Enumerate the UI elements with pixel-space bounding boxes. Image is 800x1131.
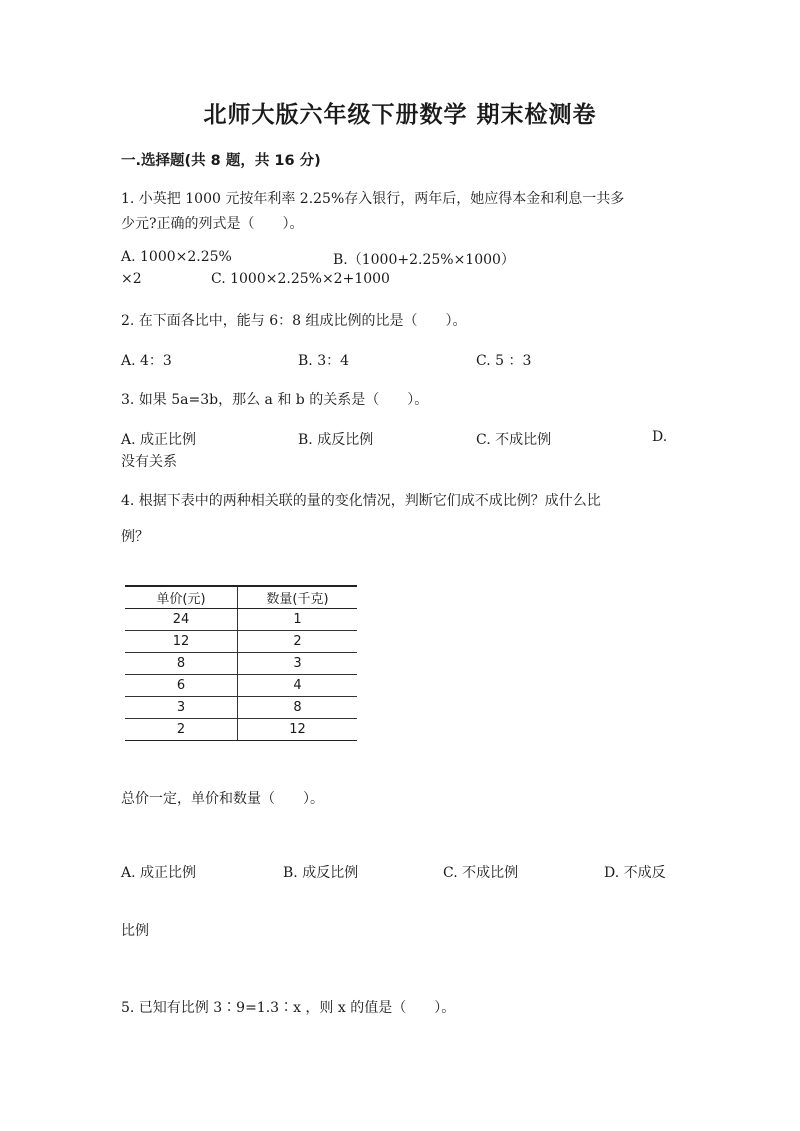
question-4-stem: 总价一定，单价和数量（ ）。	[121, 791, 324, 807]
header-quantity: 数量(千克)	[238, 586, 358, 609]
question-1-line-1: 1. 小英把 1000 元按年利率 2.25%存入银行，两年后，她应得本金和利息一共多	[121, 191, 625, 207]
question-4-line-1: 4. 根据下表中的两种相关联的量的变化情况，判断它们成不成比例？成什么比	[121, 493, 601, 509]
question-2-text: 2. 在下面各比中，能与 6：8 组成比例的比是（ ）。	[121, 313, 467, 329]
question-5-text: 5. 已知有比例 3∶9=1.3∶x ，则 x 的值是（ ）。	[121, 1000, 456, 1016]
question-4-option-d-cont: 比例	[121, 923, 149, 939]
question-1-option-b-cont: ×2	[121, 271, 142, 287]
question-3-option-b: B. 成反比例	[298, 432, 374, 448]
question-3-option-a: A. 成正比例	[121, 432, 197, 448]
table-row	[125, 719, 357, 741]
section-heading: 一.选择题(共 8 题，共 16 分)	[121, 153, 321, 169]
table-cell: 3	[238, 653, 358, 675]
table-cell: 6	[125, 675, 238, 697]
question-2-option-a: A. 4：3	[121, 353, 172, 369]
table-cell: 8	[125, 653, 238, 675]
question-1-option-b: B.（1000+2.25%×1000）	[333, 252, 515, 268]
question-4-line-2: 例？	[121, 529, 149, 545]
table-header-row	[125, 586, 357, 609]
question-1-option-a: A. 1000×2.25%	[121, 249, 232, 265]
price-quantity-table	[125, 585, 357, 741]
question-1-line-2: 少元?正确的列式是（ ）。	[121, 216, 304, 232]
table-cell: 8	[238, 697, 358, 719]
table-row	[125, 653, 357, 675]
question-4-option-b: B. 成反比例	[283, 865, 359, 881]
question-4-option-d: D. 不成反	[604, 865, 666, 881]
question-2-option-b: B. 3：4	[298, 353, 350, 369]
question-1-option-c: C. 1000×2.25%×2+1000	[211, 271, 390, 287]
question-3-option-d: D.	[652, 429, 668, 445]
table-row	[125, 697, 357, 719]
table-cell: 12	[238, 719, 358, 741]
table-cell: 24	[125, 609, 238, 631]
table-cell: 1	[238, 609, 358, 631]
question-3-option-d-cont: 没有关系	[121, 454, 177, 470]
question-3-option-c: C. 不成比例	[476, 432, 552, 448]
table-cell: 12	[125, 631, 238, 653]
header-unit-price: 单价(元)	[125, 586, 238, 609]
table-cell: 2	[238, 631, 358, 653]
table-cell: 4	[238, 675, 358, 697]
table-cell: 3	[125, 697, 238, 719]
question-2-option-c: C. 5 ：3	[476, 353, 532, 369]
question-4-option-c: C. 不成比例	[443, 865, 519, 881]
table-cell: 2	[125, 719, 238, 741]
table-row	[125, 609, 357, 631]
table-row	[125, 631, 357, 653]
table-row	[125, 675, 357, 697]
page-title: 北师大版六年级下册数学 期末检测卷	[203, 102, 597, 128]
question-4-option-a: A. 成正比例	[121, 865, 197, 881]
question-3-text: 3. 如果 5a=3b，那么 a 和 b 的关系是（ ）。	[121, 392, 429, 408]
